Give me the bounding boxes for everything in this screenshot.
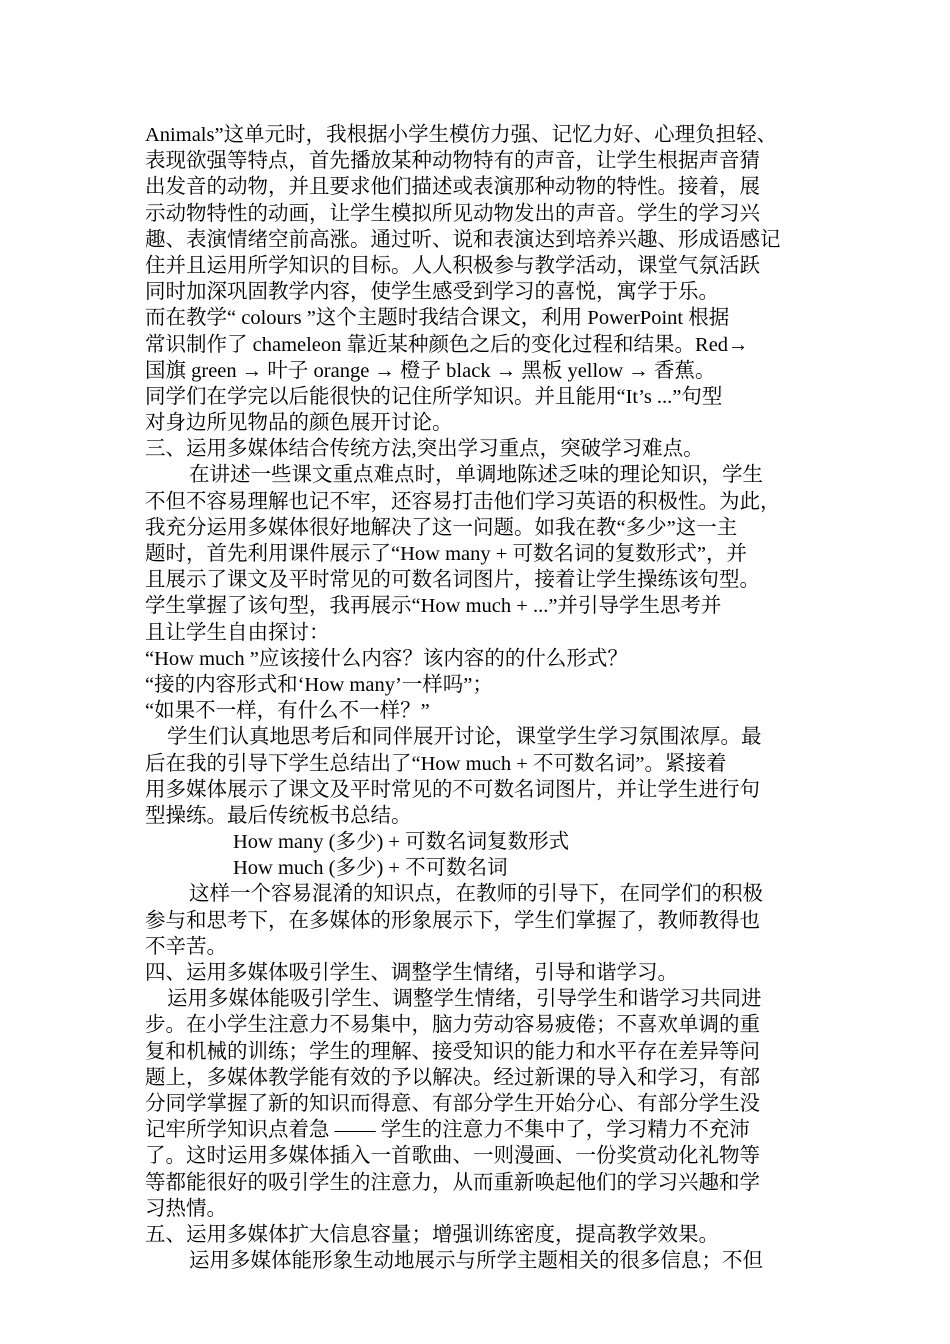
text-line: 趣、表演情绪空前高涨。通过听、说和表演达到培养兴趣、形成语感记 [145,228,781,251]
text-line: 了。这时运用多媒体插入一首歌曲、一则漫画、一份奖赏动化礼物等 [145,1145,760,1168]
text-line: 等都能很好的吸引学生的注意力，从而重新唤起他们的学习兴趣和学 [145,1171,760,1194]
text-line: 对身边所见物品的颜色展开讨论。 [145,412,453,435]
text-line: “如果不一样，有什么不一样？” [145,700,430,723]
text-line: 住并且运用所学知识的目标。人人积极参与教学活动，课堂气氛活跃 [145,254,760,277]
text-line: 在讲述一些课文重点难点时，单调地陈述乏味的理论知识，学生 [189,464,763,487]
text-line: 我充分运用多媒体很好地解决了这一问题。如我在教“多少”这一主 [145,516,738,539]
text-line: Animals”这单元时，我根据小学生模仿力强、记忆力好、心理负担轻、 [145,124,778,146]
text-line: 同时加深巩固教学内容，使学生感受到学习的喜悦，寓学于乐。 [145,281,719,304]
text-line: 习热情。 [145,1197,227,1220]
text-line: 记牢所学知识点着急 —— 学生的注意力不集中了，学习精力不充沛 [145,1119,750,1142]
text-line: 型操练。最后传统板书总结。 [145,804,412,827]
text-line: 且让学生自由探讨： [145,621,330,644]
text-line: 且展示了课文及平时常见的可数名词图片，接着让学生操练该句型。 [145,569,760,592]
text-line: 复和机械的训练；学生的理解、接受知识的能力和水平存在差异等问 [145,1040,760,1063]
text-line: 这样一个容易混淆的知识点，在教师的引导下，在同学们的积极 [189,883,763,906]
text-line: 题时，首先利用课件展示了“How many + 可数名词的复数形式”，并 [145,543,748,565]
text-line: 示动物特性的动画，让学生模拟所见动物发出的声音。学生的学习兴 [145,202,760,225]
text-line: 表现欲强等特点，首先播放某种动物特有的声音，让学生根据声音猜 [145,150,760,173]
text-line: 后在我的引导下学生总结出了“How much + 不可数名词”。紧接着 [145,752,727,775]
text-line: 三、运用多媒体结合传统方法,突出学习重点，突破学习难点。 [145,438,704,461]
text-line: 运用多媒体能吸引学生、调整学生情绪，引导学生和谐学习共同进 [167,988,762,1011]
text-line: 学生们认真地思考后和同伴展开讨论，课堂学生学习氛围浓厚。最 [167,726,762,749]
text-line: 常识制作了 chameleon 靠近某种颜色之后的变化过程和结果。Red→ [145,333,749,356]
text-line: 四、运用多媒体吸引学生、调整学生情绪，引导和谐学习。 [145,962,678,984]
text-line: 国旗 green → 叶子 orange → 橙子 black → 黑板 yellow → 香蕉。 [145,359,716,382]
text-line: “接的内容形式和‘How many’一样吗”； [145,673,493,696]
text-line: 参与和思考下，在多媒体的形象展示下，学生们掌握了，教师教得也 [145,909,760,932]
text-line: 五、运用多媒体扩大信息容量；增强训练密度，提高教学效果。 [145,1223,719,1246]
text-line: 用多媒体展示了课文及平时常见的不可数名词图片，并让学生进行句 [145,778,760,801]
text-line: 不但不容易理解也记不牢，还容易打击他们学习英语的积极性。为此， [145,490,781,513]
text-line: 分同学掌握了新的知识而得意、有部分学生开始分心、有部分学生没 [145,1092,760,1115]
text-line: 学生掌握了该句型，我再展示“How much + ...”并引导学生思考并 [145,595,722,618]
text-line: “How much ”应该接什么内容？该内容的的什么形式？ [145,647,628,670]
text-line: 同学们在学完以后能很快的记住所学知识。并且能用“It’s ...”句型 [145,385,723,408]
text-line: How many (多少) + 可数名词复数形式 [233,831,570,854]
text-line: 题上，多媒体教学能有效的予以解决。经过新课的导入和学习，有部 [145,1066,760,1089]
text-line: 不辛苦。 [145,935,227,958]
text-line: 而在教学“ colours ”这个主题时我结合课文，利用 PowerPoint 根据 [145,307,730,330]
text-line: 步。在小学生注意力不易集中，脑力劳动容易疲倦；不喜欢单调的重 [145,1014,760,1037]
text-line: 出发音的动物，并且要求他们描述或表演那种动物的特性。接着，展 [145,176,760,199]
text-line: 运用多媒体能形象生动地展示与所学主题相关的很多信息；不但 [189,1250,763,1273]
document-body [145,122,815,1274]
text-line: How much (多少) + 不可数名词 [233,857,508,880]
